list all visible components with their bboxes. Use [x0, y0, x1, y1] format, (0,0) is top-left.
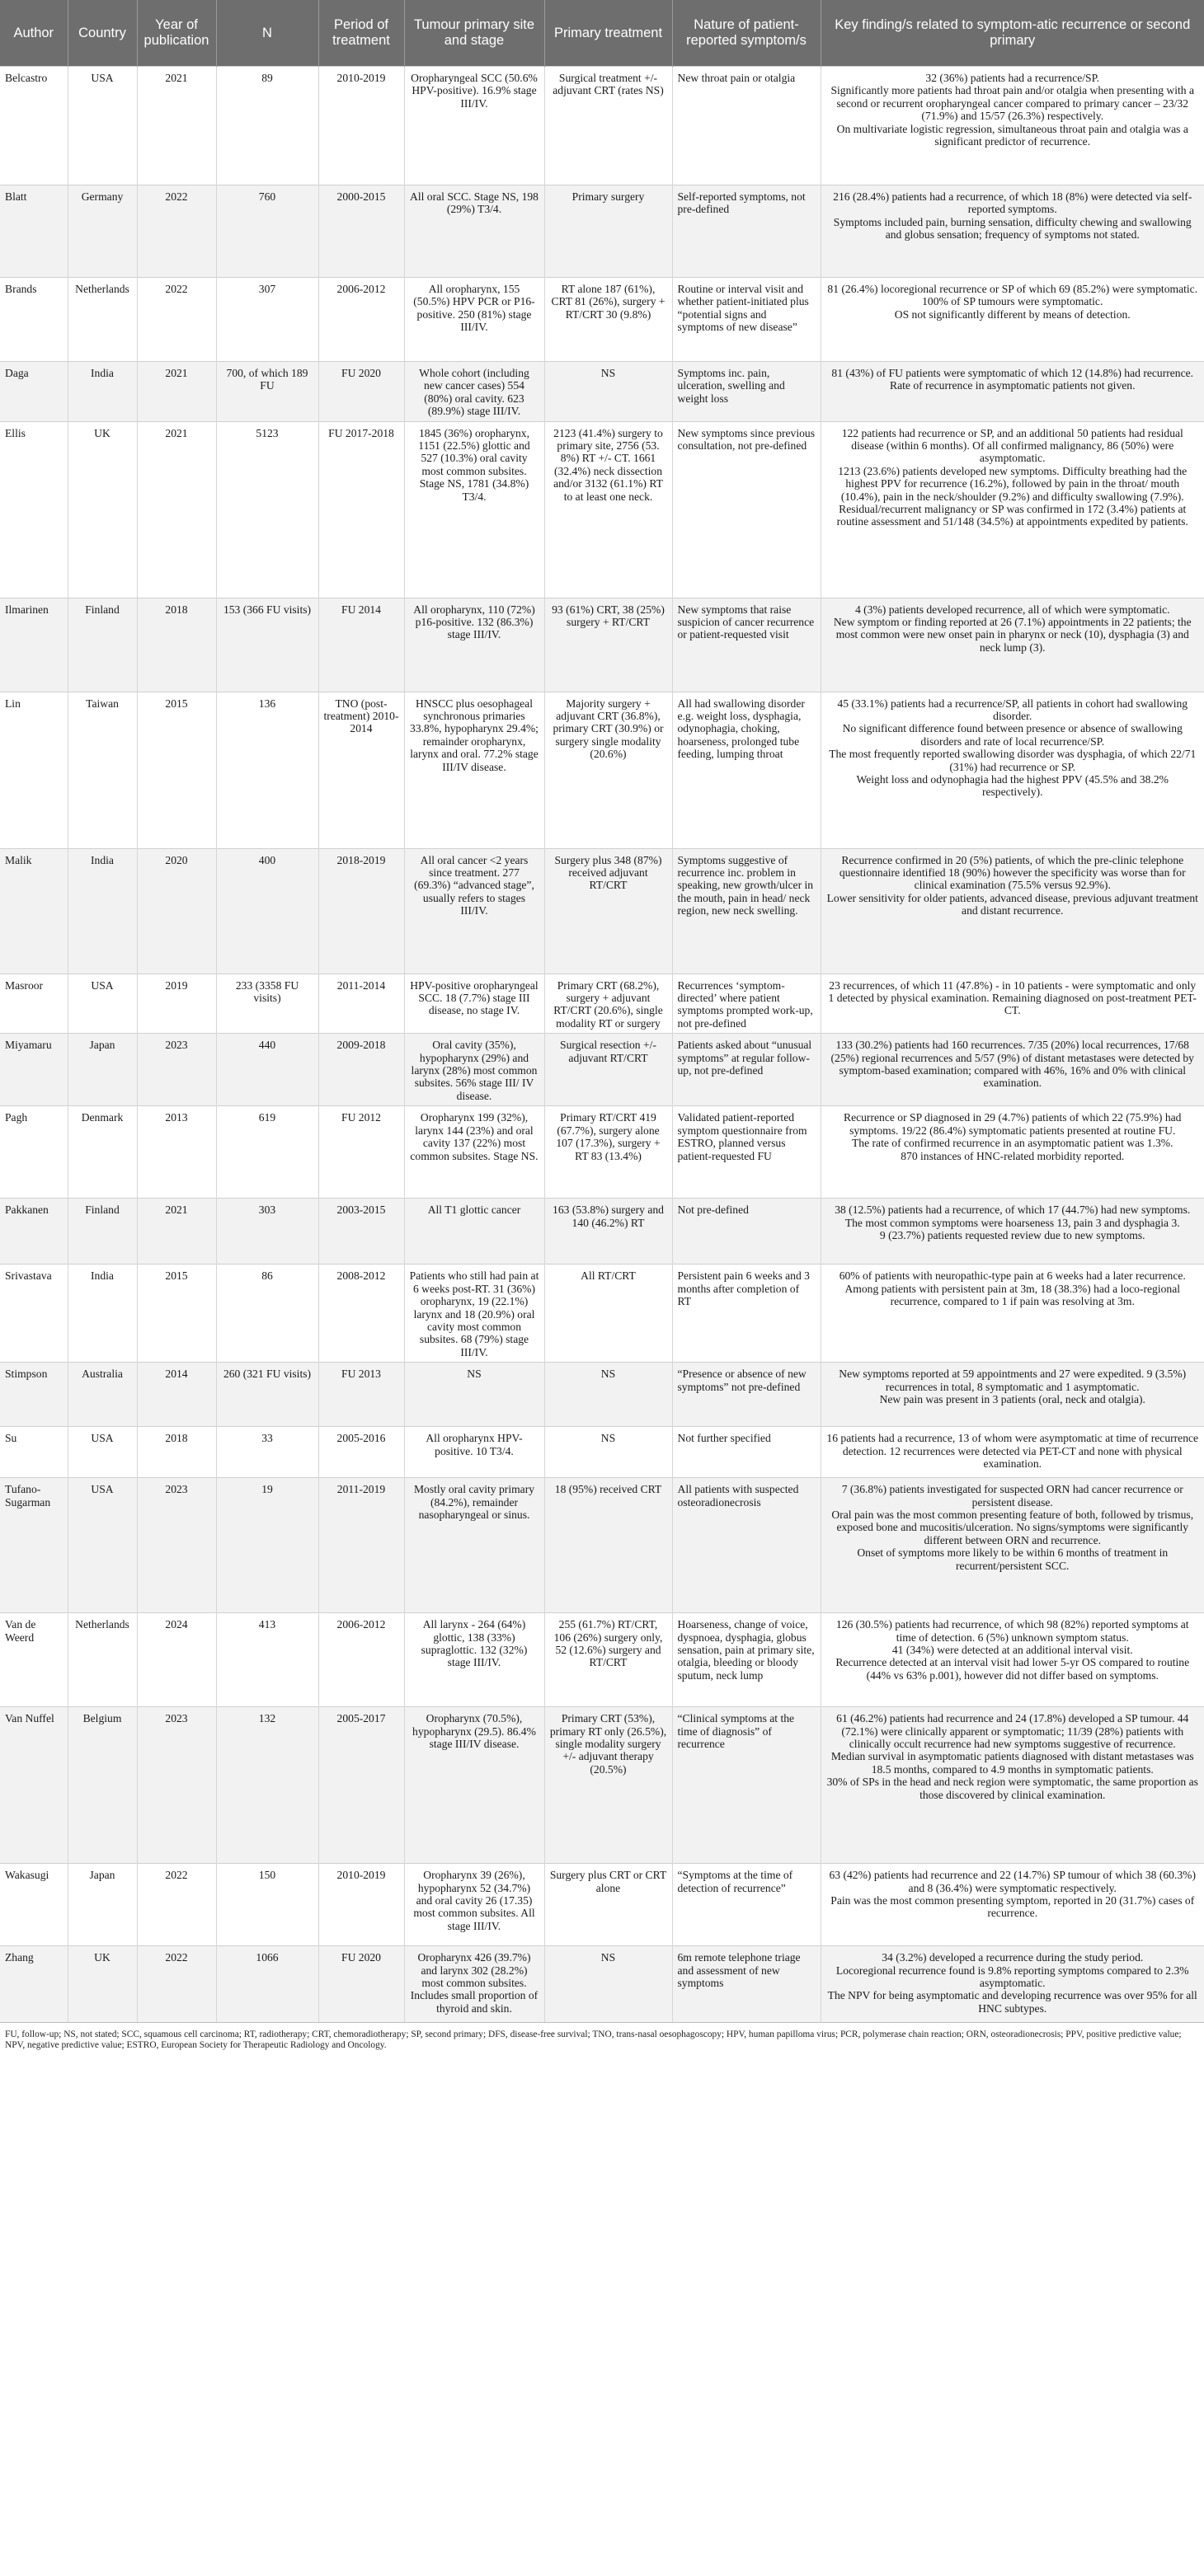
treatment-cell: 163 (53.8%) surgery and 140 (46.2%) RT: [544, 1199, 672, 1265]
site-cell: All oral SCC. Stage NS, 198 (29%) T3/4.: [404, 185, 544, 278]
treatment-cell: Majority surgery + adjuvant CRT (36.8%), primary CRT (30.9%) or surgery single modality (20.6%): [544, 692, 672, 848]
n-cell: 260 (321 FU visits): [216, 1363, 318, 1427]
period-cell: 2000-2015: [318, 185, 404, 278]
year-cell: 2021: [137, 362, 216, 422]
findings-cell: [821, 421, 1204, 598]
year-cell: 2022: [137, 278, 216, 362]
symptoms-cell: 6m remote telephone triage and assessment of new symptoms: [672, 1946, 821, 2022]
table-row: [0, 1363, 1204, 1427]
author-cell: Van de Weerd: [0, 1613, 68, 1707]
finding-text: 34 (3.2%) developed a recurrence during the study period.: [882, 1951, 1144, 1964]
site-cell: Oropharyngeal SCC (50.6% HPV-positive). 16.9% stage III/IV.: [404, 67, 544, 185]
year-cell: 2021: [137, 421, 216, 598]
table-row: [0, 278, 1204, 362]
findings-cell: [821, 598, 1204, 692]
symptoms-cell: Symptoms suggestive of recurrence inc. problem in speaking, new growth/ulcer in the mouth, pain in head/ neck region, new neck swelling.: [672, 848, 821, 974]
table-row: [0, 1106, 1204, 1199]
n-cell: 33: [216, 1427, 318, 1478]
table-row: [0, 1199, 1204, 1265]
symptoms-cell: Recurrences ‘symptom-directed’ where patient symptoms prompted work-up, not pre-defined: [672, 974, 821, 1034]
col-year-header: Year of publication: [137, 0, 216, 67]
author-cell: Wakasugi: [0, 1864, 68, 1946]
finding-text: 61 (46.2%) patients had recurrence and 24 (17.8%) developed a SP tumour. 44 (72.1%) were clinically apparent or symptomatic; 11/39 (28%) patients with clinically occult recurrence had new symptoms suggestive of recurrence.: [836, 1712, 1189, 1750]
findings-cell: [821, 1363, 1204, 1427]
treatment-cell: Primary surgery: [544, 185, 672, 278]
site-cell: Patients who still had pain at 6 weeks post-RT. 31 (36%) oropharynx, 19 (22.1%) larynx and 18 (20.9%) oral cavity most common subsites. 68 (79%) stage III/IV.: [404, 1265, 544, 1363]
treatment-cell: Primary CRT (68.2%), surgery + adjuvant RT/CRT (20.6%), single modality RT or surgery: [544, 974, 672, 1034]
treatment-cell: 93 (61%) CRT, 38 (25%) surgery + RT/CRT: [544, 598, 672, 692]
n-cell: 153 (366 FU visits): [216, 598, 318, 692]
author-cell: Zhang: [0, 1946, 68, 2022]
finding-text: Oral pain was the most common presenting feature of both, followed by trismus, exposed bone and mucositis/ulceration. No signs/symptoms were significantly different between ORN and recurrence.: [831, 1508, 1194, 1546]
finding-text: Onset of symptoms more likely to be within 6 months of treatment in recurrent/persistent SCC.: [857, 1546, 1169, 1572]
author-cell: Blatt: [0, 185, 68, 278]
finding-text: Median survival in asymptomatic patients diagnosed with distant metastases was 18.5 months, compared to 4.9 months in symptomatic patients.: [830, 1750, 1194, 1776]
finding-text: 122 patients had recurrence or SP, and an additional 50 patients had residual disease (within 6 months). Of all confirmed malignancy, 86 (50%) were asymptomatic.: [841, 426, 1183, 465]
country-cell: Australia: [68, 1363, 137, 1427]
n-cell: 440: [216, 1034, 318, 1106]
finding-text: New pain was present in 3 patients (oral, neck and otalgia).: [879, 1392, 1145, 1405]
author-cell: Stimpson: [0, 1363, 68, 1427]
table-row: [0, 1427, 1204, 1478]
country-cell: USA: [68, 67, 137, 185]
col-country-header: Country: [68, 0, 137, 67]
period-cell: FU 2017-2018: [318, 421, 404, 598]
country-cell: Japan: [68, 1034, 137, 1106]
site-cell: NS: [404, 1363, 544, 1427]
finding-text: 63 (42%) patients had recurrence and 22 (14.7%) SP tumour of which 38 (60.3%) and 8 (36.4%) were symptomatic respectively.: [829, 1869, 1197, 1894]
country-cell: Finland: [68, 598, 137, 692]
finding-text: Lower sensitivity for older patients, advanced disease, previous adjuvant treatment and distant recurrence.: [826, 891, 1198, 917]
country-cell: Germany: [68, 185, 137, 278]
findings-cell: [821, 1199, 1204, 1265]
treatment-cell: RT alone 187 (61%), CRT 81 (26%), surgery + RT/CRT 30 (9.8%): [544, 278, 672, 362]
finding-text: Pain was the most common presenting symptom, reported in 20 (31.7%) cases of recurrence.: [830, 1893, 1195, 1920]
period-cell: FU 2013: [318, 1363, 404, 1427]
finding-text: OS not significantly different by means of detection.: [894, 307, 1131, 321]
period-cell: 2010-2019: [318, 1864, 404, 1946]
site-cell: All oropharynx, 110 (72%) p16-positive. 132 (86.3%) stage III/IV.: [404, 598, 544, 692]
table-row: [0, 421, 1204, 598]
finding-text: 30% of SPs in the head and neck region were symptomatic, the same proportion as those discovered by clinical examination.: [826, 1776, 1198, 1801]
country-cell: Taiwan: [68, 692, 137, 848]
site-cell: All oropharynx, 155 (50.5%) HPV PCR or P16-positive. 250 (81%) stage III/IV.: [404, 278, 544, 362]
treatment-cell: Surgery plus CRT or CRT alone: [544, 1864, 672, 1946]
n-cell: 136: [216, 692, 318, 848]
findings-cell: [821, 1106, 1204, 1199]
symptoms-cell: All had swallowing disorder e.g. weight loss, dysphagia, odynophagia, choking, hoarseness, prolonged tube feeding, lumping throat: [672, 692, 821, 848]
author-cell: Pagh: [0, 1106, 68, 1199]
site-cell: HNSCC plus oesophageal synchronous primaries 33.8%, hypopharynx 29.4%; remainder oropharynx, larynx and oral. 77.2% stage III/IV disease.: [404, 692, 544, 848]
col-treatment-header: Primary treatment: [544, 0, 672, 67]
year-cell: 2022: [137, 1864, 216, 1946]
period-cell: 2008-2012: [318, 1265, 404, 1363]
year-cell: 2014: [137, 1363, 216, 1427]
year-cell: 2022: [137, 185, 216, 278]
findings-cell: [821, 362, 1204, 422]
period-cell: 2005-2017: [318, 1707, 404, 1864]
treatment-cell: Surgical resection +/- adjuvant RT/CRT: [544, 1034, 672, 1106]
table-row: [0, 1864, 1204, 1946]
finding-text: 9 (23.7%) patients requested review due to new symptoms.: [879, 1229, 1145, 1242]
table-row: [0, 1707, 1204, 1864]
finding-text: 38 (12.5%) patients had a recurrence, of which 17 (44.7%) had new symptoms.: [835, 1204, 1191, 1217]
n-cell: 86: [216, 1265, 318, 1363]
table-row: [0, 848, 1204, 974]
finding-text: Among patients with persistent pain at 3m, 18 (38.3%) had a loco-regional recurrence, compared to 1 if pain was resolving at 3m.: [844, 1282, 1181, 1308]
country-cell: USA: [68, 974, 137, 1034]
year-cell: 2023: [137, 1034, 216, 1106]
year-cell: 2015: [137, 692, 216, 848]
finding-text: 81 (43%) of FU patients were symptomatic of which 12 (14.8%) had recurrence. Rate of recurrence in asymptomatic patients not given.: [831, 367, 1194, 392]
col-symptoms-header: Nature of patient-reported symptom/s: [672, 0, 821, 67]
author-cell: Van Nuffel: [0, 1707, 68, 1864]
symptoms-cell: New symptoms that raise suspicion of cancer recurrence or patient-requested visit: [672, 598, 821, 692]
finding-text: 1213 (23.6%) patients developed new symptoms. Difficulty breathing had the highest PPV for recurrence (16.2%), followed by pain in the throat/ mouth (10.4%), pain in the neck/shoulder (9.2%) and difficulty swallowing (7.9%).: [838, 464, 1188, 503]
country-cell: Netherlands: [68, 1613, 137, 1707]
col-period-header: Period of treatment: [318, 0, 404, 67]
findings-cell: [821, 1707, 1204, 1864]
table-header-row: [0, 0, 1204, 67]
symptoms-cell: Self-reported symptoms, not pre-defined: [672, 185, 821, 278]
finding-text: No significant difference found between presence or absence of swallowing disorders and rate of local recurrence/SP.: [842, 722, 1183, 748]
treatment-cell: 18 (95%) received CRT: [544, 1478, 672, 1613]
findings-cell: [821, 1946, 1204, 2022]
year-cell: 2024: [137, 1613, 216, 1707]
finding-text: The rate of confirmed recurrence in an asymptomatic patient was 1.3%.: [851, 1137, 1173, 1150]
n-cell: 5123: [216, 421, 318, 598]
period-cell: FU 2012: [318, 1106, 404, 1199]
country-cell: Belgium: [68, 1707, 137, 1864]
finding-text: 41 (34%) were detected at an additional interval visit.: [891, 1643, 1133, 1656]
finding-text: The most frequently reported swallowing disorder was dysphagia, of which 22/71 (31%) had recurrence or SP.: [829, 748, 1197, 773]
table-row: [0, 185, 1204, 278]
finding-text: The most common symptoms were hoarseness 13, pain 3 and dysphagia 3.: [844, 1216, 1180, 1229]
table-footnote: FU, follow-up; NS, not stated; SCC, squamous cell carcinoma; RT, radiotherapy; CRT, chemoradiotherapy; SP, second primary; DFS, disease-free survival; TNO, trans-nasal oesophagoscopy; HPV, human papilloma virus; PCR, polymerase chain reaction; ORN, osteoradionecrosis; PPV, positive predictive value; NPV, negative predictive value; ESTRO, European Society for Therapeutic Radiology and Oncology.: [0, 2022, 1204, 2052]
finding-text: 81 (26.4%) locoregional recurrence or SP of which 69 (85.2%) were symptomatic. 100% of SP tumours were symptomatic.: [827, 283, 1198, 308]
n-cell: 413: [216, 1613, 318, 1707]
findings-cell: [821, 692, 1204, 848]
findings-cell: [821, 185, 1204, 278]
author-cell: Masroor: [0, 974, 68, 1034]
treatment-cell: NS: [544, 1363, 672, 1427]
site-cell: All oropharynx HPV-positive. 10 T3/4.: [404, 1427, 544, 1478]
period-cell: 2011-2014: [318, 974, 404, 1034]
treatment-cell: 2123 (41.4%) surgery to primary site, 2756 (53. 8%) RT +/- CT. 1661 (32.4%) neck dissection and/or 3132 (61.1%) RT to at least one neck.: [544, 421, 672, 598]
country-cell: Netherlands: [68, 278, 137, 362]
symptoms-cell: Patients asked about “unusual symptoms” at regular follow-up, not pre-defined: [672, 1034, 821, 1106]
period-cell: 2018-2019: [318, 848, 404, 974]
country-cell: Finland: [68, 1199, 137, 1265]
table-row: [0, 598, 1204, 692]
year-cell: 2018: [137, 1427, 216, 1478]
n-cell: 619: [216, 1106, 318, 1199]
site-cell: All oral cancer <2 years since treatment. 277 (69.3%) “advanced stage”, usually refers to stages III/IV.: [404, 848, 544, 974]
symptoms-cell: New symptoms since previous consultation, not pre-defined: [672, 421, 821, 598]
symptoms-cell: “Presence or absence of new symptoms” not pre-defined: [672, 1363, 821, 1427]
findings-cell: [821, 1265, 1204, 1363]
table-row: [0, 1613, 1204, 1707]
finding-text: On multivariate logistic regression, simultaneous throat pain and otalgia was a significant predictor of recurrence.: [836, 122, 1188, 148]
finding-text: Recurrence detected at an interval visit had lower 5-yr OS compared to routine (44% vs 63% p.001), however did not differ based on symptoms.: [835, 1656, 1190, 1682]
country-cell: USA: [68, 1427, 137, 1478]
symptoms-cell: “Symptoms at the time of detection of recurrence”: [672, 1864, 821, 1946]
findings-cell: [821, 67, 1204, 185]
country-cell: India: [68, 362, 137, 422]
author-cell: Su: [0, 1427, 68, 1478]
period-cell: TNO (post-treatment) 2010-2014: [318, 692, 404, 848]
finding-text: 7 (36.8%) patients investigated for suspected ORN had cancer recurrence or persistent disease.: [841, 1483, 1183, 1509]
finding-text: Residual/recurrent malignancy or SP was confirmed in 172 (3.4%) patients at routine assessment and 51/148 (34.5%) at appointments expedited by patients.: [836, 503, 1188, 528]
treatment-cell: 255 (61.7%) RT/CRT, 106 (26%) surgery only, 52 (12.6%) surgery and RT/CRT: [544, 1613, 672, 1707]
finding-text: 60% of patients with neuropathic-type pain at 6 weeks had a later recurrence.: [839, 1269, 1186, 1283]
author-cell: Malik: [0, 848, 68, 974]
author-cell: Lin: [0, 692, 68, 848]
finding-text: 45 (33.1%) patients had a recurrence/SP, all patients in cohort had swallowing disorder.: [837, 697, 1188, 723]
year-cell: 2023: [137, 1478, 216, 1613]
period-cell: 2010-2019: [318, 67, 404, 185]
col-findings-header: Key finding/s related to symptom-atic recurrence or second primary: [821, 0, 1204, 67]
table-row: [0, 362, 1204, 422]
finding-text: New symptom or finding reported at 26 (7.1%) appointments in 22 patients; the most common were new onset pain in pharynx or neck (10), dysphagia (3) and neck lump (3).: [833, 616, 1192, 654]
symptoms-cell: Persistent pain 6 weeks and 3 months after completion of RT: [672, 1265, 821, 1363]
table-row: [0, 1265, 1204, 1363]
n-cell: 700, of which 189 FU: [216, 362, 318, 422]
finding-text: 126 (30.5%) patients had recurrence, of which 98 (82%) reported symptoms at time of detection. 6 (5%) unknown symptom status.: [835, 1618, 1189, 1644]
year-cell: 2023: [137, 1707, 216, 1864]
site-cell: All T1 glottic cancer: [404, 1199, 544, 1265]
site-cell: Whole cohort (including new cancer cases) 554 (80%) oral cavity. 623 (89.9%) stage III/IV.: [404, 362, 544, 422]
period-cell: 2009-2018: [318, 1034, 404, 1106]
treatment-cell: Primary RT/CRT 419 (67.7%), surgery alone 107 (17.3%), surgery + RT 83 (13.4%): [544, 1106, 672, 1199]
n-cell: 760: [216, 185, 318, 278]
n-cell: 19: [216, 1478, 318, 1613]
period-cell: 2006-2012: [318, 278, 404, 362]
finding-text: The NPV for being asymptomatic and developing recurrence was over 95% for all HNC subtypes.: [827, 1989, 1197, 2015]
author-cell: Ilmarinen: [0, 598, 68, 692]
findings-cell: [821, 1034, 1204, 1106]
period-cell: FU 2020: [318, 362, 404, 422]
n-cell: 1066: [216, 1946, 318, 2022]
country-cell: Denmark: [68, 1106, 137, 1199]
table-row: [0, 974, 1204, 1034]
site-cell: Mostly oral cavity primary (84.2%), remainder nasopharyngeal or sinus.: [404, 1478, 544, 1613]
finding-text: New symptoms reported at 59 appointments and 27 were expedited. 9 (3.5%) recurrences in total, 8 symptomatic and 1 asymptomatic.: [839, 1368, 1187, 1393]
site-cell: Oropharynx 199 (32%), larynx 144 (23%) and oral cavity 137 (22%) most common subsites. Stage NS.: [404, 1106, 544, 1199]
author-cell: Srivastava: [0, 1265, 68, 1363]
col-n-header: N: [216, 0, 318, 67]
symptoms-cell: “Clinical symptoms at the time of diagnosis” of recurrence: [672, 1707, 821, 1864]
site-cell: All larynx - 264 (64%) glottic, 138 (33%) supraglottic. 132 (32%) stage III/IV.: [404, 1613, 544, 1707]
findings-cell: [821, 848, 1204, 974]
treatment-cell: Primary CRT (53%), primary RT only (26.5%), single modality surgery +/- adjuvant therapy (20.5%): [544, 1707, 672, 1864]
finding-text: Significantly more patients had throat pain and/or otalgia when presenting with a second or recurrent oropharyngeal cancer compared to primary cancer – 23/32 (71.9%) and 15/57 (26.3%) respectively.: [830, 84, 1195, 123]
finding-text: Recurrence confirmed in 20 (5%) patients, of which the pre-clinic telephone questionnaire identified 18 (90%) however the specificity was worse than for clinical examination (75.5% versus 92.9%).: [839, 853, 1186, 892]
n-cell: 132: [216, 1707, 318, 1864]
author-cell: Pakkanen: [0, 1199, 68, 1265]
site-cell: Oropharynx 39 (26%), hypopharynx 52 (34.7%) and oral cavity 26 (17.35) most common subsites. All stage III/IV.: [404, 1864, 544, 1946]
symptoms-cell: New throat pain or otalgia: [672, 67, 821, 185]
site-cell: HPV-positive oropharyngeal SCC. 18 (7.7%) stage III disease, no stage IV.: [404, 974, 544, 1034]
period-cell: 2005-2016: [318, 1427, 404, 1478]
n-cell: 307: [216, 278, 318, 362]
finding-text: 133 (30.2%) patients had 160 recurrences. 7/35 (20%) local recurrences, 17/68 (25%) regional recurrences and 5/57 (9%) of distant metastases were detected by symptom-based examination; compared with 46%, 16% and 0% with clinical examination.: [830, 1039, 1194, 1090]
col-site-header: Tumour primary site and stage: [404, 0, 544, 67]
findings-cell: [821, 1864, 1204, 1946]
symptoms-cell: All patients with suspected osteoradionecrosis: [672, 1478, 821, 1613]
author-cell: Brands: [0, 278, 68, 362]
author-cell: Daga: [0, 362, 68, 422]
treatment-cell: All RT/CRT: [544, 1265, 672, 1363]
finding-text: Weight loss and odynophagia had the highest PPV (45.5% and 38.2% respectively).: [856, 773, 1169, 799]
year-cell: 2015: [137, 1265, 216, 1363]
symptoms-cell: Hoarseness, change of voice, dyspnoea, dysphagia, globus sensation, pain at primary site, otalgia, bleeding or bloody sputum, neck lump: [672, 1613, 821, 1707]
country-cell: USA: [68, 1478, 137, 1613]
site-cell: Oropharynx 426 (39.7%) and larynx 302 (28.2%) most common subsites. Includes small proportion of thyroid and skin.: [404, 1946, 544, 2022]
symptoms-cell: Routine or interval visit and whether patient-initiated plus “potential signs and symptoms of new disease”: [672, 278, 821, 362]
finding-text: Symptoms included pain, burning sensation, difficulty chewing and swallowing and globus sensation; frequency of symptoms not stated.: [833, 215, 1192, 242]
treatment-cell: NS: [544, 362, 672, 422]
treatment-cell: Surgical treatment +/- adjuvant CRT (rates NS): [544, 67, 672, 185]
n-cell: 303: [216, 1199, 318, 1265]
finding-text: 216 (28.4%) patients had a recurrence, of which 18 (8%) were detected via self-reported symptoms.: [833, 190, 1192, 216]
site-cell: Oral cavity (35%), hypopharynx (29%) and larynx (28%) most common subsites. 56% stage III/ IV disease.: [404, 1034, 544, 1106]
year-cell: 2021: [137, 67, 216, 185]
finding-text: 16 patients had a recurrence, 13 of whom were asymptomatic at time of recurrence detection. 12 recurrences were detected via PET-CT and none with physical examination.: [826, 1432, 1199, 1470]
symptoms-cell: Validated patient-reported symptom questionnaire from ESTRO, planned versus patient-requested FU: [672, 1106, 821, 1199]
finding-text: Locoregional recurrence found is 9.8% reporting symptoms compared to 2.3% asymptomatic.: [835, 1964, 1189, 1989]
col-author-header: Author: [0, 0, 68, 67]
findings-cell: [821, 974, 1204, 1034]
table-row: [0, 1478, 1204, 1613]
year-cell: 2020: [137, 848, 216, 974]
period-cell: 2003-2015: [318, 1199, 404, 1265]
site-cell: 1845 (36%) oropharynx, 1151 (22.5%) glottic and 527 (10.3%) oral cavity most common subsites. Stage NS, 1781 (34.8%) T3/4.: [404, 421, 544, 598]
treatment-cell: NS: [544, 1946, 672, 2022]
findings-cell: [821, 278, 1204, 362]
period-cell: 2011-2019: [318, 1478, 404, 1613]
country-cell: Japan: [68, 1864, 137, 1946]
finding-text: 23 recurrences, of which 11 (47.8%) - in 10 patients - were symptomatic and only 1 detected by physical examination. Remaining diagnosed on post-treatment PET-CT.: [828, 978, 1197, 1017]
author-cell: Miyamaru: [0, 1034, 68, 1106]
finding-text: Recurrence or SP diagnosed in 29 (4.7%) patients of which 22 (75.9%) had symptoms. 19/22 (86.4%) symptomatic patients presented at routine FU.: [844, 1111, 1182, 1137]
period-cell: FU 2014: [318, 598, 404, 692]
symptoms-cell: Symptoms inc. pain, ulceration, swelling and weight loss: [672, 362, 821, 422]
period-cell: 2006-2012: [318, 1613, 404, 1707]
author-cell: Ellis: [0, 421, 68, 598]
finding-text: 4 (3%) patients developed recurrence, all of which were symptomatic.: [854, 603, 1170, 616]
treatment-cell: Surgery plus 348 (87%) received adjuvant RT/CRT: [544, 848, 672, 974]
period-cell: FU 2020: [318, 1946, 404, 2022]
symptoms-cell: Not further specified: [672, 1427, 821, 1478]
findings-cell: [821, 1427, 1204, 1478]
findings-cell: [821, 1478, 1204, 1613]
symptoms-cell: Not pre-defined: [672, 1199, 821, 1265]
n-cell: 400: [216, 848, 318, 974]
n-cell: 233 (3358 FU visits): [216, 974, 318, 1034]
year-cell: 2013: [137, 1106, 216, 1199]
year-cell: 2021: [137, 1199, 216, 1265]
author-cell: Belcastro: [0, 67, 68, 185]
year-cell: 2019: [137, 974, 216, 1034]
country-cell: UK: [68, 1946, 137, 2022]
site-cell: Oropharynx (70.5%), hypopharynx (29.5). 86.4% stage III/IV disease.: [404, 1707, 544, 1864]
country-cell: India: [68, 1265, 137, 1363]
table-row: [0, 1034, 1204, 1106]
country-cell: India: [68, 848, 137, 974]
year-cell: 2022: [137, 1946, 216, 2022]
findings-cell: [821, 1613, 1204, 1707]
finding-text: 32 (36%) patients had a recurrence/SP.: [925, 72, 1100, 84]
n-cell: 89: [216, 67, 318, 185]
table-row: [0, 1946, 1204, 2022]
finding-text: 870 instances of HNC-related morbidity reported.: [901, 1149, 1125, 1162]
treatment-cell: NS: [544, 1427, 672, 1478]
n-cell: 150: [216, 1864, 318, 1946]
table-body: [0, 67, 1204, 2022]
year-cell: 2018: [137, 598, 216, 692]
table-row: [0, 692, 1204, 848]
table-row: [0, 67, 1204, 185]
country-cell: UK: [68, 421, 137, 598]
author-cell: Tufano-Sugarman: [0, 1478, 68, 1613]
